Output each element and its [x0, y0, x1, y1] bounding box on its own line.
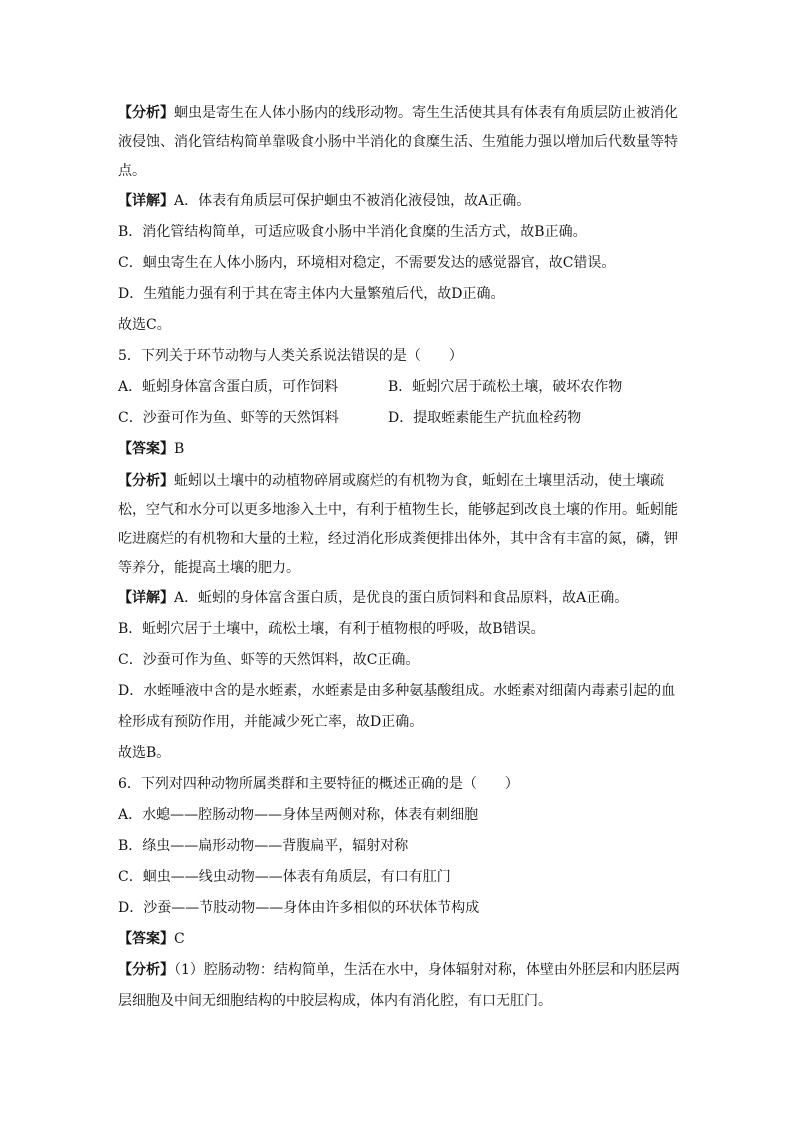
option-b: B．蚯蚓穴居于疏松土壤，破坏农作物	[388, 379, 623, 395]
detail-line	[118, 614, 682, 645]
option-row	[118, 403, 682, 434]
paragraph-text: 蛔虫是寄生在人体小肠内的线形动物。寄生生活使其具有体表有角质层防止被消化液侵蚀、消化管结构简单靠吸食小肠中半消化的食糜生活、生殖能力强以增加后代数量等特点。	[118, 105, 678, 179]
paragraph-text: A．体表有角质层可保护蛔虫不被消化液侵蚀，故A正确。	[174, 193, 531, 209]
option-a	[118, 800, 682, 831]
option-d	[118, 893, 682, 924]
option-d: D．提取蛭素能生产抗血栓药物	[388, 410, 582, 426]
question-stem	[118, 769, 682, 800]
option-row	[118, 372, 682, 403]
section-tag: 【详解】	[118, 193, 174, 209]
paragraph-text: （1）腔肠动物：结构简单，生活在水中，身体辐射对称，体壁由外胚层和内胚层两层细胞及中间无细胞结构的中胶层构成，体内有消化腔，有口无肛门。	[118, 962, 680, 1009]
analysis-paragraph	[118, 467, 682, 583]
option-c	[118, 862, 682, 893]
question-stem	[118, 341, 682, 372]
detail-paragraph	[118, 676, 682, 738]
paragraph-text: 故选B。	[118, 745, 171, 761]
section-tag: 【分析】	[118, 473, 174, 489]
detail-line	[118, 248, 682, 279]
paragraph-text: A．蚯蚓的身体富含蛋白质，是优良的蛋白质饲料和食品原料，故A正确。	[174, 590, 629, 606]
paragraph-text: D．生殖能力强有利于其在寄主体内大量繁殖后代，故D正确。	[118, 286, 505, 302]
answer-line	[118, 924, 682, 955]
paragraph-text: D．水蛭唾液中含的是水蛭素，水蛭素是由多种氨基酸组成。水蛭素对细菌内毒素引起的血栓形成有预防作用，并能减少死亡率，故D正确。	[118, 683, 676, 730]
answer-line	[118, 434, 682, 465]
paragraph-text: B．蚯蚓穴居于土壤中，疏松土壤，有利于植物根的呼吸，故B错误。	[118, 621, 545, 637]
page-content	[118, 99, 682, 1017]
paragraph-text: D．沙蚕——节肢动物——身体由许多相似的环状体节构成	[118, 900, 480, 916]
detail-line	[118, 186, 682, 217]
paragraph-text: A．水螅——腔肠动物——身体呈两侧对称，体表有刺细胞	[118, 807, 479, 823]
section-tag: 【详解】	[118, 590, 174, 606]
paragraph-text: B．消化管结构简单，可适应吸食小肠中半消化食糜的生活方式，故B正确。	[118, 224, 587, 240]
option-a: A．蚯蚓身体富含蛋白质，可作饲料	[118, 379, 339, 395]
detail-line	[118, 217, 682, 248]
paragraph-text: B	[174, 441, 185, 457]
detail-line	[118, 645, 682, 676]
section-tag: 【分析】	[118, 105, 174, 121]
paragraph-text: C	[174, 931, 185, 947]
section-tag: 【分析】	[118, 962, 174, 978]
section-tag: 【答案】	[118, 931, 174, 947]
paragraph-text: B．绦虫——扁形动物——背腹扁平，辐射对称	[118, 838, 409, 854]
paragraph-text: 6．下列对四种动物所属类群和主要特征的概述正确的是（ ）	[118, 776, 519, 792]
paragraph-text: C．沙蚕可作为鱼、虾等的天然饵料，故C正确。	[118, 652, 420, 668]
detail-line	[118, 583, 682, 614]
analysis-paragraph	[118, 99, 682, 186]
paragraph-text: 5．下列关于环节动物与人类关系说法错误的是（ ）	[118, 348, 463, 364]
paragraph-text: C．蛔虫寄生在人体小肠内，环境相对稳定，不需要发达的感觉器官，故C错误。	[118, 255, 616, 271]
paragraph-text: 故选C。	[118, 317, 171, 333]
conclusion-line	[118, 310, 682, 341]
option-b	[118, 831, 682, 862]
detail-line	[118, 279, 682, 310]
analysis-paragraph	[118, 955, 682, 1017]
paragraph-text: C．蛔虫——线虫动物——体表有角质层，有口有肛门	[118, 869, 451, 885]
option-c: C．沙蚕可作为鱼、虾等的天然饵料	[118, 410, 339, 426]
paragraph-text: 蚯蚓以土壤中的动植物碎屑或腐烂的有机物为食，蚯蚓在土壤里活动，使土壤疏松，空气和水分可以更多地渗入土中，有利于植物生长，能够起到改良土壤的作用。蚯蚓能吃进腐烂的有机物和大量的土粒，经过消化形成粪便排出体外，其中含有丰富的氮，磷，钾等养分，能提高土壤的肥力。	[118, 473, 678, 576]
section-tag: 【答案】	[118, 441, 174, 457]
conclusion-line	[118, 738, 682, 769]
